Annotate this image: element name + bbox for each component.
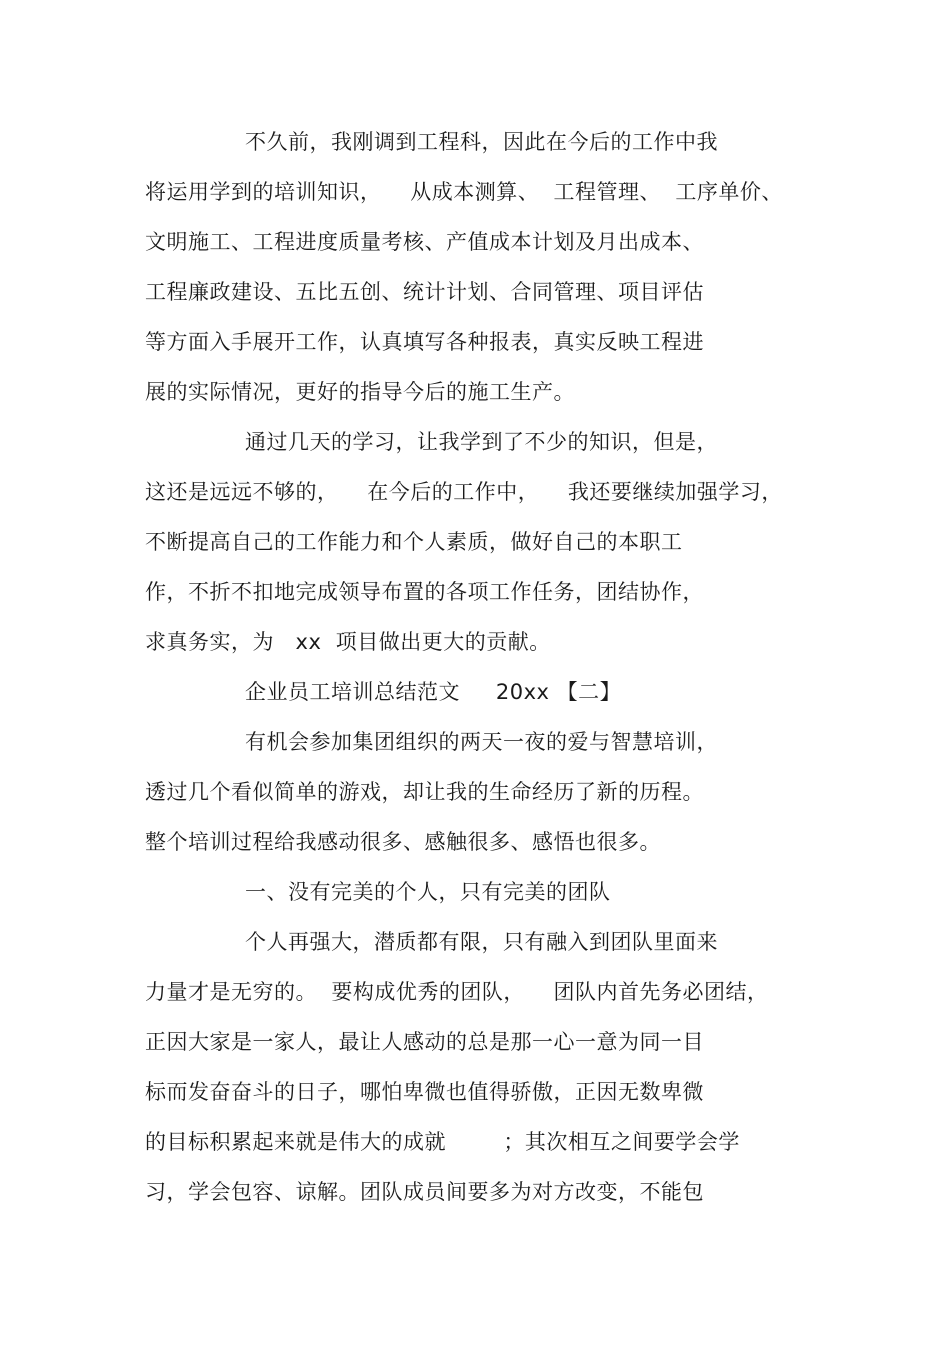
section-heading: 企业员工培训总结范文 20xx 【二】 [245,680,622,704]
text-line: 个人再强大，潜质都有限，只有融入到团队里面来 [245,930,718,954]
text-line: 作，不折不扣地完成领导布置的各项工作任务，团结协作， [145,580,704,604]
text-line: 整个培训过程给我感动很多、感触很多、感悟也很多。 [145,830,661,854]
text-line: 不断提高自己的工作能力和个人素质，做好自己的本职工 [145,530,683,554]
text-line: 这还是远远不够的， 在今后的工作中， 我还要继续加强学习， [145,480,783,504]
text-line: 通过几天的学习，让我学到了不少的知识，但是， [245,430,718,454]
text-line: 求真务实，为 xx 项目做出更大的贡献。 [145,630,551,654]
text-line: 将运用学到的培训知识， 从成本测算、 工程管理、 工序单价、 [145,180,783,204]
subsection-heading: 一、没有完美的个人，只有完美的团队 [245,880,611,904]
text-line: 不久前，我刚调到工程科，因此在今后的工作中我 [245,130,718,154]
text-line: 文明施工、工程进度质量考核、产值成本计划及月出成本、 [145,230,704,254]
text-line: 透过几个看似简单的游戏，却让我的生命经历了新的历程。 [145,780,704,804]
text-line: 标而发奋奋斗的日子，哪怕卑微也值得骄傲，正因无数卑微 [145,1080,704,1104]
text-line: 工程廉政建设、五比五创、统计计划、合同管理、项目评估 [145,280,704,304]
text-line: 的目标积累起来就是伟大的成就 ；其次相互之间要学会学 [145,1130,740,1154]
text-line: 力量才是无穷的。 要构成优秀的团队， 团队内首先务必团结， [145,980,769,1004]
text-line: 有机会参加集团组织的两天一夜的爱与智慧培训， [245,730,718,754]
text-line: 展的实际情况，更好的指导今后的施工生产。 [145,380,575,404]
text-line: 等方面入手展开工作，认真填写各种报表，真实反映工程进 [145,330,704,354]
text-line: 正因大家是一家人，最让人感动的总是那一心一意为同一目 [145,1030,704,1054]
text-line: 习，学会包容、谅解。团队成员间要多为对方改变，不能包 [145,1180,704,1204]
